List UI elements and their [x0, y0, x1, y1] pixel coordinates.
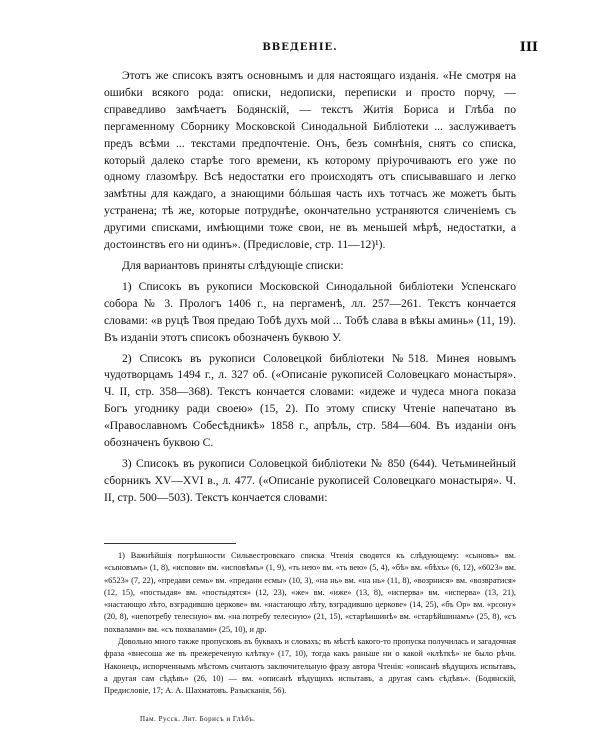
paragraph-list-3: 3) Списокъ въ рукописи Соловецкой библіотеки № 850 (644). Четьминейный сборникъ XV—XVI в., л. 477. («Описаніе рукописей Соловецкаго монастыря». Ч. II, стр. 500—503). Текстъ кончается словами:: [104, 456, 516, 504]
footnote-divider: [104, 543, 236, 544]
paragraph-list-2: 2) Списокъ въ рукописи Соловецкой библіотеки №518. Минея новымъ чудотворцамъ 1494 г., л. 327 об. («Описаніе рукописей Соловецкаго монастыря». Ч. II, стр. 358—368). Текстъ кончается словами: «идеже и чудеса многа показа Богъ угоднику ради своею» (15, 2). По этому списку Чтеніе напечатано въ «Православномъ Собесѣдникѣ» 1858 г., апрѣль, стр. 584—604. Въ изданіи онъ обозначенъ буквою С.: [104, 351, 516, 450]
footnotes: [104, 550, 516, 698]
signature-line: Пам. Русск. Лит. Борисъ и Глѣбъ.: [140, 715, 256, 723]
paragraph-list-1: 1) Списокъ въ рукописи Московской Синодальной библіотеки Успенскаго собора № 3. Прологъ 1406 г., на пергаменѣ, лл. 257—261. Текстъ кончается словами: «в руцѣ Твоя предаю Тобѣ духъ мой ... Тобѣ слава в вѣкы аминь» (11, 19). Въ изданіи этотъ списокъ обозначенъ буквою У.: [104, 279, 516, 344]
paragraph-variants-intro: Для вариантовъ приняты слѣдующіе списки:: [122, 258, 344, 272]
running-head: ВВЕДЕНІЕ.: [262, 42, 338, 53]
paragraph-main-list: Этотъ же списокъ взятъ основнымъ и для настоящаго изданія. «Не смотря на ошибки всякого рода: описки, недописки, переписки и просто порчу, — справедливо замѣчаетъ Бодянскій, — текстъ Житія Бориса и Глѣба по пергаменному Сборнику Московской Синодальной Библіотеки ... заслуживаетъ предъ всѣми ... текстами предпочтеніе. Онъ, безъ сомнѣнія, снятъ со списка, который далеко старѣе того времени, къ которому пріурочиваютъ его уже по одному глазомѣру. Всѣ недостатки его происходятъ отъ списывавшаго и легко замѣтны для каждаго, а знающими бóльшая часть ихъ тотчасъ же можетъ быть устранена; тѣ же, которые потруднѣе, окончательно устраняются сличеніемъ съ другими списками, имѣющими тоже свои, не въ меньшей мѣрѣ, недостатки, а достоинствъ его ни одинъ». (Предисловіе, стр. 11—12)¹).: [104, 69, 516, 252]
footnote-1: 1) Важнѣйшія погрѣшности Сильвестровскаго списка Чтенія сводятся къ слѣдующему: «сыновъ» вм. «сыновъмъ» (1, 8), «испови» вм. «исповѣмъ» (1, 9), «ть нею» вм. «ть вею» (5, 4), «бѣ» вм. «бѣхъ» (6, 12), «6023» вм. «6523» (7, 22), «предави семь» вм. «предани есмы» (10, 3), «на нь» вм. «на нь» (11, 8), «возрнися» вм. «возвратися» (12, 15), «постыдая» вм. «постыдятся» (12, 23), «же» вм. «иже» (13, 8), «исперва» вм. «исперва» (13, 21), «настающю лѣто, взградившю церкове» вм. «настающю лѣту, взградившю церкове» (14, 25), «бъ Ор» вм. «рсону» (20, 8), «непотребу телесную» вм. «на потребу телесную» (21, 15), «старѣишинѣ» вм. «старѣйшинамъ» (25, 8), «съ похвалами» вм. «съ похвалами» (25, 10), и др.: [104, 551, 516, 634]
footnote-2: Довольно много также пропусковъ въ буквахъ и словахъ; въ мѣстѣ какого-то пропуска получилась и загадочная фраза «внесоша же въ прежереченую клѣтку» (17, 10), тогда какъ раньше ни о какой «клѣткѣ» не было рѣчи. Наконецъ, испорченнымъ мѣстомъ считаютъ заключительную фразу автора Чтенія: «описанѣ вѣдущихъ испытавъ, а другая сам сѣдѣвъ» (26, 10) — вм. «описанѣ вѣдущихъ испытавъ, а другая самъ сѣдѣвъ». (Бодянскій, Предисловіе, 17; А. А. Шахматовъ. Разысканія, 56).: [104, 637, 516, 696]
main-text: [104, 68, 516, 507]
page-number: III: [519, 40, 538, 55]
